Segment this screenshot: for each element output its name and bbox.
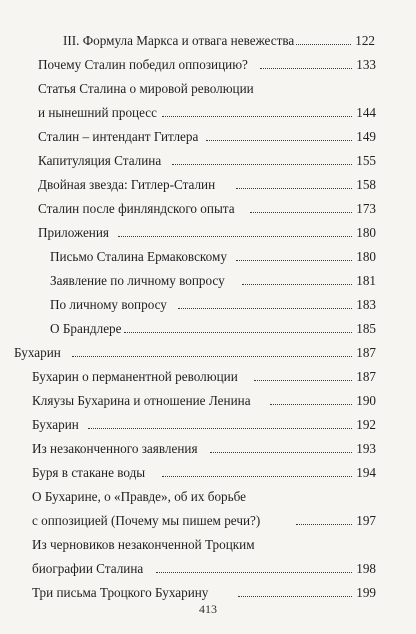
toc-entry	[32, 584, 376, 602]
leader-dots	[254, 380, 352, 381]
toc-entry-title: Сталин – интендант Гитлера	[38, 129, 199, 144]
toc-entry-page: 144	[356, 105, 376, 120]
leader-dots	[296, 44, 351, 45]
toc-entry-page: 197	[356, 513, 376, 528]
toc-entry-page: 199	[356, 585, 376, 600]
leader-dots	[124, 332, 352, 333]
toc-entry	[38, 56, 376, 74]
toc-entry	[38, 176, 376, 194]
toc-entry	[50, 320, 376, 338]
toc-entry-title: О Брандлере	[50, 321, 122, 336]
leader-dots	[206, 140, 352, 141]
toc-entry	[50, 248, 376, 266]
toc-section-entry	[14, 344, 376, 362]
toc-entry-title: Три письма Троцкого Бухарину	[32, 585, 209, 600]
leader-dots	[236, 188, 352, 189]
toc-entry-page: 183	[356, 297, 376, 312]
toc-entry-page: 181	[356, 273, 376, 288]
toc-entry	[32, 392, 376, 410]
toc-entry-page: 180	[356, 225, 376, 240]
toc-entry-title: III. Формула Маркса и отвага невежества	[63, 33, 295, 48]
leader-dots	[260, 68, 352, 69]
toc-entry-page: 133	[356, 57, 376, 72]
toc-entry	[32, 368, 376, 386]
toc-entry-title: Капитуляция Сталина	[38, 153, 162, 168]
toc-entry	[38, 200, 376, 218]
toc-entry-page: 180	[356, 249, 376, 264]
toc-entry	[32, 464, 376, 482]
toc-entry-title: Из черновиков незаконченной Троцким	[32, 537, 255, 552]
toc-entry-title: Заявление по личному вопросу	[50, 273, 225, 288]
leader-dots	[236, 260, 352, 261]
toc-entry	[38, 80, 376, 98]
toc-entry	[32, 488, 376, 506]
leader-dots	[88, 428, 352, 429]
toc-entry	[32, 536, 376, 554]
toc-entry-title: Приложения	[38, 225, 109, 240]
toc-entry	[38, 152, 376, 170]
toc-entry-page: 194	[356, 465, 376, 480]
leader-dots	[72, 356, 352, 357]
toc-entry	[32, 560, 376, 578]
leader-dots	[162, 476, 352, 477]
toc-entry	[32, 512, 376, 530]
toc-entry	[32, 416, 376, 434]
toc-entry-title: Статья Сталина о мировой революции	[38, 81, 254, 96]
toc-entry-page: 158	[356, 177, 376, 192]
toc-entry	[38, 224, 376, 242]
toc-entry-page: 149	[356, 129, 376, 144]
toc-entry-page: 190	[356, 393, 376, 408]
toc-entry-title: Письмо Сталина Ермаковскому	[50, 249, 227, 264]
leader-dots	[238, 596, 352, 597]
leader-dots	[210, 452, 352, 453]
toc-entry-page: 173	[356, 201, 376, 216]
toc-entry-title: Почему Сталин победил оппозицию?	[38, 57, 248, 72]
leader-dots	[250, 212, 352, 213]
toc-entry-title: Двойная звезда: Гитлер-Сталин	[38, 177, 216, 192]
leader-dots	[172, 164, 352, 165]
toc-entry-title: Бухарин	[32, 417, 79, 432]
toc-entry-title: Бухарин	[14, 345, 61, 360]
toc-entry-page: 122	[355, 33, 375, 48]
toc-entry-page: 192	[356, 417, 376, 432]
leader-dots	[296, 524, 352, 525]
toc-entry-page: 187	[356, 345, 376, 360]
toc-entry	[50, 272, 376, 290]
toc-entry-title: Из незаконченного заявления	[32, 441, 198, 456]
toc-entry-title: Кляузы Бухарина и отношение Ленина	[32, 393, 251, 408]
leader-dots	[156, 572, 352, 573]
toc-entry-page: 185	[356, 321, 376, 336]
toc-entry-page: 155	[356, 153, 376, 168]
leader-dots	[178, 308, 352, 309]
toc-entry-page: 187	[356, 369, 376, 384]
toc-entry	[50, 296, 376, 314]
toc-entry-title: О Бухарине, о «Правде», об их борьбе	[32, 489, 247, 504]
page-number: 413	[199, 602, 217, 616]
toc-entry	[32, 440, 376, 458]
leader-dots	[162, 116, 352, 117]
toc-entry	[63, 32, 375, 50]
toc-entry-title: По личному вопросу	[50, 297, 167, 312]
toc-entry	[38, 104, 376, 122]
leader-dots	[118, 236, 352, 237]
toc-entry-page: 193	[356, 441, 376, 456]
toc-entry-page: 198	[356, 561, 376, 576]
toc-entry-title: и нынешний процесс	[38, 105, 157, 120]
leader-dots	[242, 284, 352, 285]
toc-entry-title: Бухарин о перманентной революции	[32, 369, 238, 384]
toc-entry-title: биографии Сталина	[32, 561, 144, 576]
toc-entry-title: с оппозицией (Почему мы пишем речи?)	[32, 513, 261, 528]
toc-entry	[38, 128, 376, 146]
toc-entry-title: Буря в стакане воды	[32, 465, 146, 480]
leader-dots	[270, 404, 352, 405]
toc-entry-title: Сталин после финляндского опыта	[38, 201, 235, 216]
